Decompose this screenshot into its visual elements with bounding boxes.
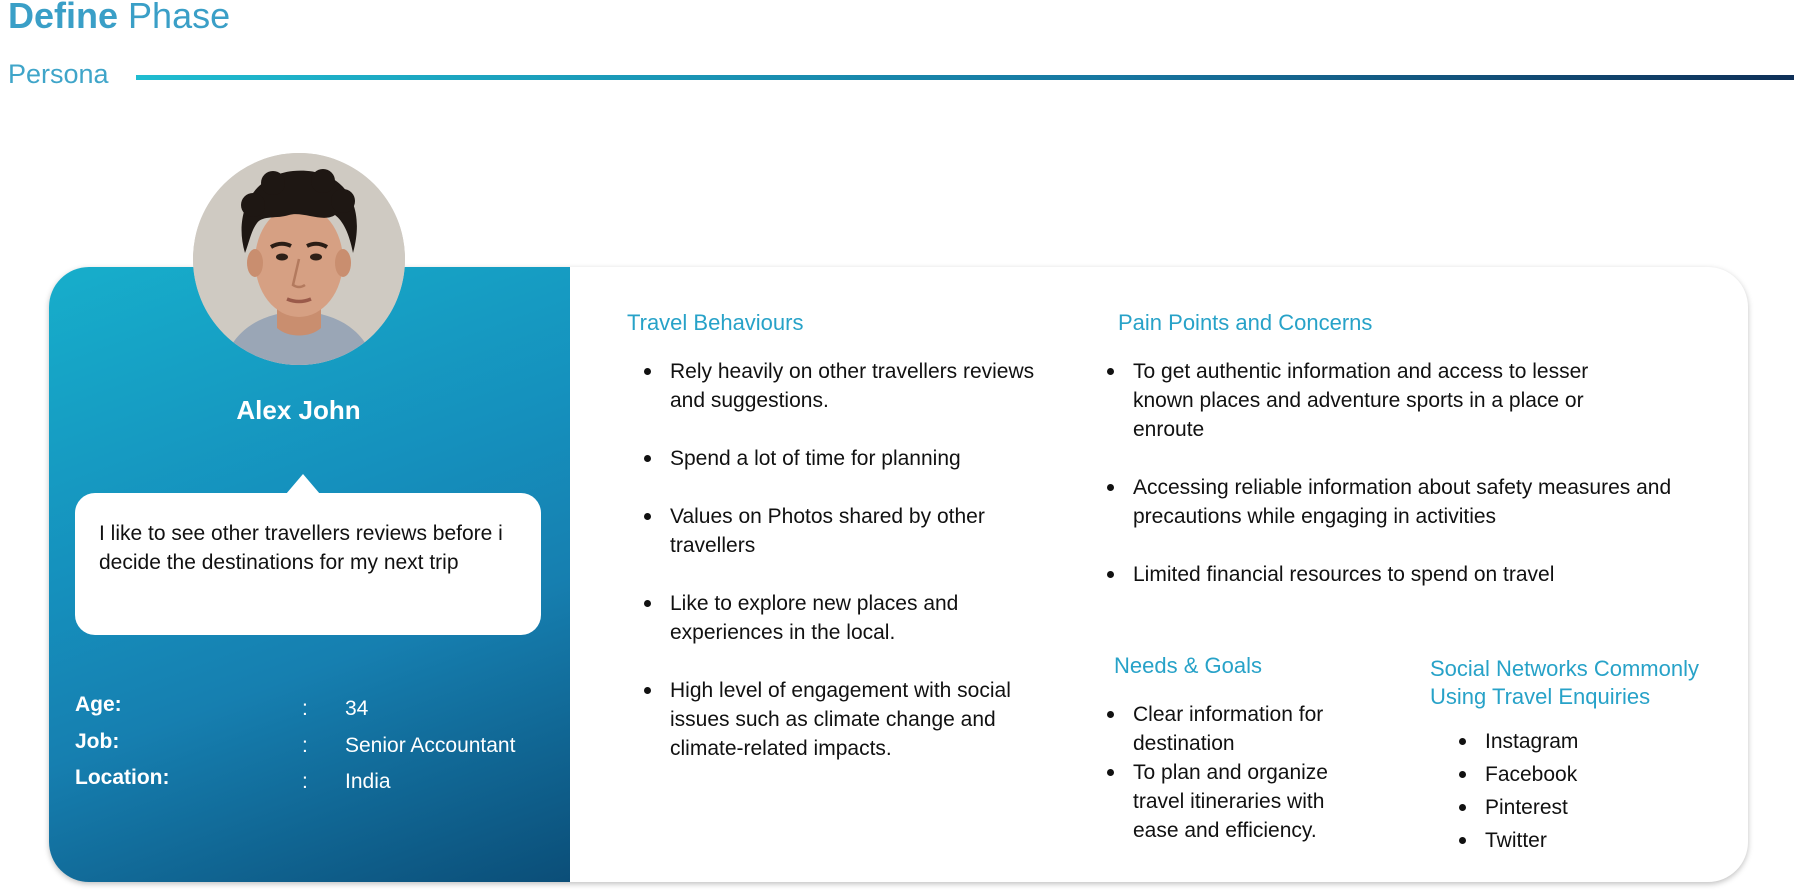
persona-detail-job: [75, 730, 555, 764]
persona-name: Alex John: [236, 395, 361, 425]
list-item: Rely heavily on other travellers reviews and suggestions.: [644, 357, 1074, 415]
list-item: To plan and organize travel itineraries with ease and efficiency.: [1107, 758, 1357, 845]
detail-value: 34: [345, 697, 369, 720]
page-title-strong: Define: [8, 0, 119, 36]
page-subtitle: Persona: [8, 59, 109, 89]
detail-colon: :: [302, 734, 308, 757]
list-item: Clear information for destination: [1107, 700, 1357, 758]
detail-label: Location:: [75, 766, 170, 789]
list-item: High level of engagement with social issues such as climate change and climate-related impacts.: [644, 676, 1074, 763]
list-item: Twitter: [1459, 826, 1659, 855]
list-item: Values on Photos shared by other travellers: [644, 502, 1074, 560]
quote-bubble-tail: [286, 474, 320, 494]
header-divider: [136, 75, 1794, 80]
pain-points-list: [1107, 357, 1697, 618]
travel-behaviours-title: Travel Behaviours: [627, 310, 804, 335]
detail-value: Senior Accountant: [345, 734, 516, 757]
social-networks-list: [1459, 727, 1659, 859]
persona-avatar: [193, 153, 405, 365]
detail-colon: :: [302, 697, 308, 720]
pain-points-title: Pain Points and Concerns: [1118, 310, 1373, 335]
list-item: Pinterest: [1459, 793, 1659, 822]
travel-behaviours-list: [644, 357, 1074, 792]
list-item: To get authentic information and access to lesser known places and adventure sports in a place or enroute: [1107, 357, 1697, 444]
avatar-illustration: [193, 153, 405, 365]
needs-goals-list: [1107, 700, 1357, 845]
detail-label: Job:: [75, 730, 120, 753]
social-networks-title: Social Networks Commonly Using Travel Enquiries: [1430, 656, 1699, 709]
detail-label: Age:: [75, 693, 122, 716]
needs-goals-title: Needs & Goals: [1114, 653, 1262, 678]
persona-detail-age: [75, 693, 555, 727]
list-item: Facebook: [1459, 760, 1659, 789]
page-title: [8, 0, 230, 37]
persona-detail-location: [75, 766, 555, 800]
list-item: Accessing reliable information about safety measures and precautions while engaging in activities: [1107, 473, 1697, 531]
list-item: Limited financial resources to spend on travel: [1107, 560, 1697, 589]
persona-quote-bubble: [75, 493, 541, 635]
detail-value: India: [345, 770, 391, 793]
list-item: Spend a lot of time for planning: [644, 444, 1074, 473]
list-item: Instagram: [1459, 727, 1659, 756]
detail-colon: :: [302, 770, 308, 793]
persona-quote: I like to see other travellers reviews before i decide the destinations for my next trip: [99, 522, 503, 574]
list-item: Like to explore new places and experiences in the local.: [644, 589, 1074, 647]
page-title-rest: Phase: [118, 0, 231, 36]
